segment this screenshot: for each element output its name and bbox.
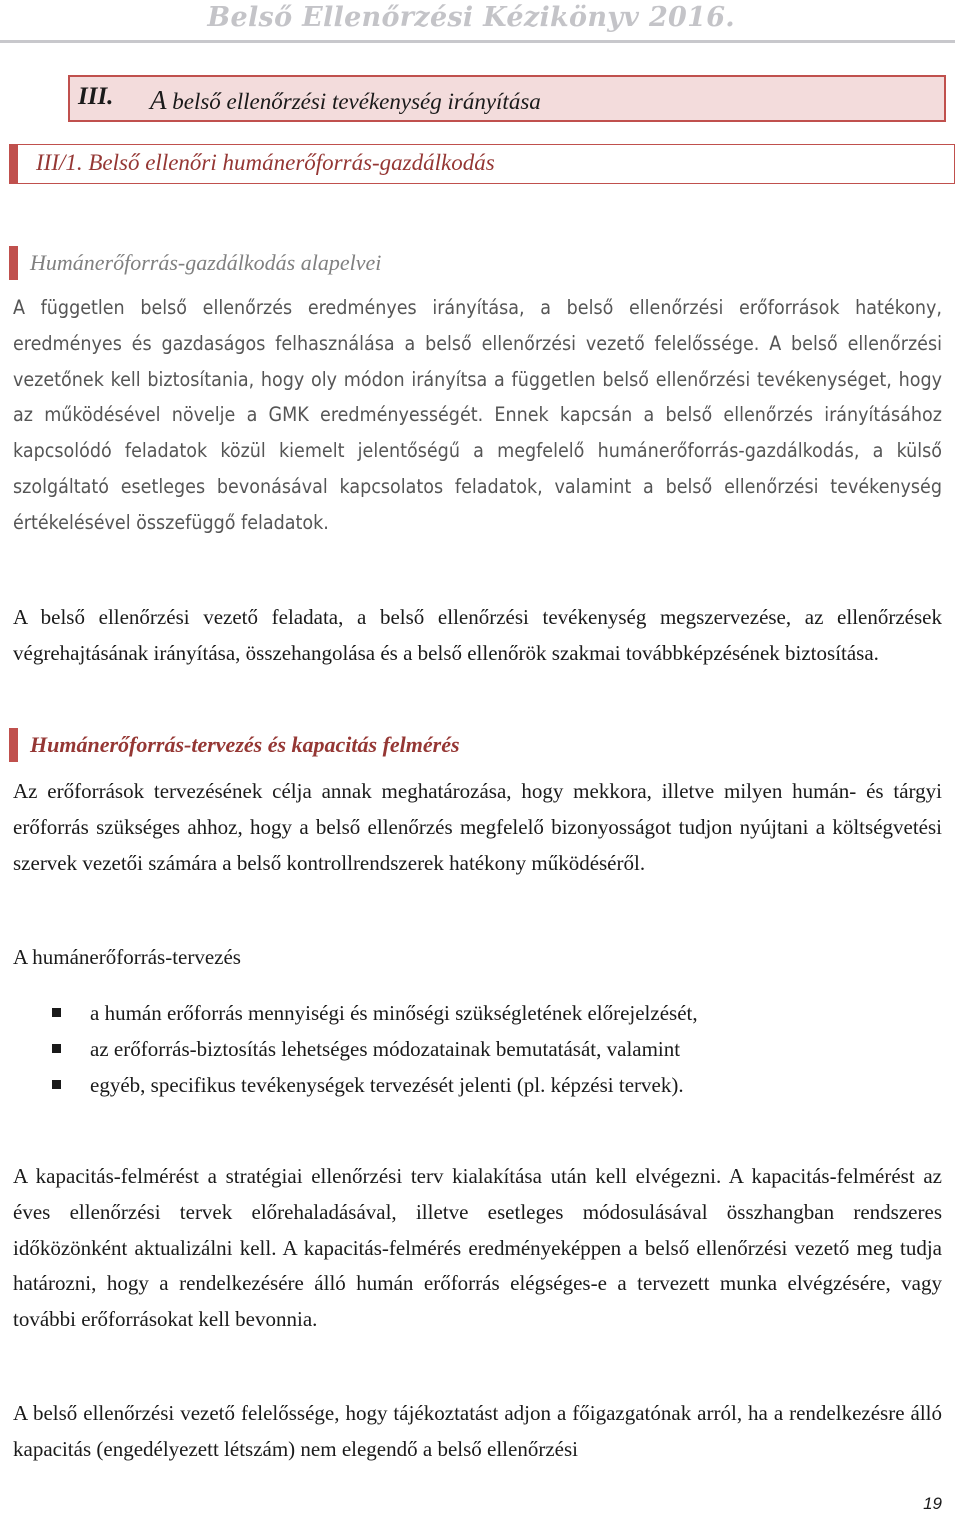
hr-planning-list xyxy=(50,996,698,1103)
list-item-text: egyéb, specifikus tevékenységek tervezését jelenti (pl. képzési tervek). xyxy=(90,1072,684,1097)
list-item xyxy=(50,1068,698,1104)
list-item xyxy=(50,1032,698,1068)
chapter-heading xyxy=(68,75,946,122)
chapter-number: III. xyxy=(78,83,114,110)
running-header xyxy=(0,0,955,43)
square-bullet-icon xyxy=(52,1008,61,1017)
square-bullet-icon xyxy=(52,1044,61,1053)
paragraph-planning-goal: Az erőforrások tervezésének célja annak meghatározása, hogy mekkora, illetve milyen humán- és tárgyi erőforrás szükséges ahhoz, hogy a belső ellenőrzés megfelelő bizonyosságot tudjon nyújtani a költségvetési szervek vezetői számára a belső kontrollrendszerek hatékony működéséről. xyxy=(13,779,942,875)
section-title: III/1. Belső ellenőri humánerőforrás-gazdálkodás xyxy=(36,150,495,175)
paragraph-leader-duties: A belső ellenőrzési vezető feladata, a belső ellenőrzési tevékenység megszervezése, az ellenőrzések végrehajtásának irányítása, összehangolása és a belső ellenőrök szakmai továbbképzésének biztosítása. xyxy=(13,605,942,665)
document-title: Belső Ellenőrzési Kézikönyv 2016. xyxy=(207,2,735,33)
chapter-title xyxy=(150,85,541,116)
list-item-text: az erőforrás-biztosítás lehetséges módozatainak bemutatását, valamint xyxy=(90,1036,681,1061)
subsection-heading-planning: Humánerőforrás-tervezés és kapacitás felmérés xyxy=(9,728,460,762)
list-item-text: a humán erőforrás mennyiségi és minőségi szükségletének előrejelzését, xyxy=(90,1001,698,1025)
paragraph-leader-responsibility: A belső ellenőrzési vezető felelőssége, hogy tájékoztatást adjon a főigazgatónak arról, ha a rendelkezésre álló kapacitás (engedélyezett létszám) nem elegendő a belső ellenőrzési xyxy=(13,1401,942,1461)
list-item xyxy=(50,996,698,1032)
subsection-heading-principles: Humánerőforrás-gazdálkodás alapelvei xyxy=(9,246,381,280)
square-bullet-icon xyxy=(52,1080,61,1089)
chapter-title-rest: belső ellenőrzési tevékenység irányítása xyxy=(166,89,541,114)
chapter-title-initial: A xyxy=(150,85,167,115)
page-number: 19 xyxy=(923,1494,942,1513)
paragraph-capacity-assessment: A kapacitás-felmérést a stratégiai ellenőrzési terv kialakítása után kell elvégezni. A kapacitás-felmérést az éves ellenőrzési tervek előrehaladásával, illetve esetleges módosulásával összhangban rendszeres időközönként aktualizálni kell. A kapacitás-felmérés eredményeképpen a belső ellenőrzési vezető meg tudja határozni, hogy a rendelkezésére álló humán erőforrás elégséges-e a tervezett munka elvégzésére, vagy további erőforrásokat kell bevonnia. xyxy=(13,1164,942,1332)
paragraph-hr-planning-lead: A humánerőforrás-tervezés xyxy=(13,945,241,969)
paragraph-intro: A független belső ellenőrzés eredményes irányítása, a belső ellenőrzési erőforrások hatékony, eredményes és gazdaságos felhasználása a belső ellenőrzési vezető felelőssége. A belső ellenőrzési vezetőnek kell biztosítania, hogy oly módon irányítsa a független belső ellenőrzési tevékenységet, hogy az működésével növelje a GMK eredményességét. Ennek kapcsán a belső ellenőrzés irányításához kapcsolódó feladatok közül kiemelt jelentőségű a megfelelő humánerőforrás-gazdálkodás, a külső szolgáltató esetleges bevonásával kapcsolatos feladatok, valamint a belső ellenőrzési tevékenység értékelésével összefüggő feladatok. xyxy=(13,296,942,534)
section-heading xyxy=(9,144,955,184)
